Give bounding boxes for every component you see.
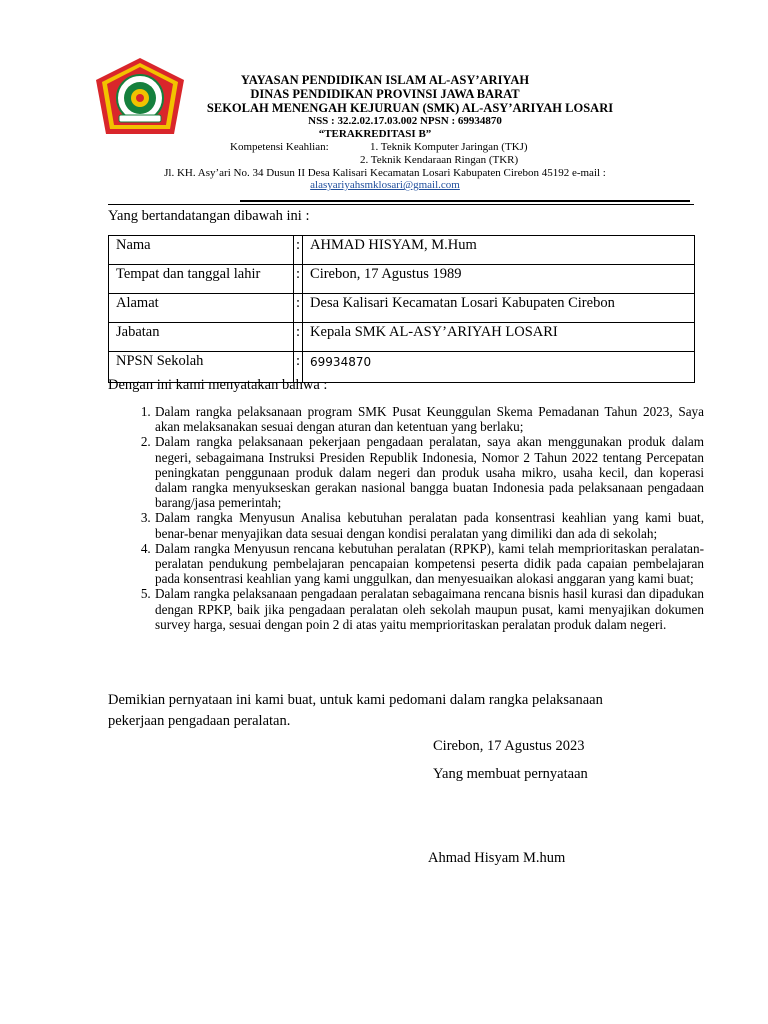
row-colon: : <box>294 294 303 323</box>
school-name: SEKOLAH MENENGAH KEJURUAN (SMK) AL-ASY’ARIYAH LOSARI <box>206 101 614 115</box>
row-colon: : <box>294 323 303 352</box>
header-rule <box>240 200 690 202</box>
agency-name: DINAS PENDIDIKAN PROVINSI JAWA BARAT <box>250 87 520 101</box>
row-value: AHMAD HISYAM, M.Hum <box>303 236 695 265</box>
email-link[interactable]: alasyariyahsmklosari@gmail.com <box>310 179 460 191</box>
row-label: Tempat dan tanggal lahir <box>109 265 294 294</box>
row-label: Alamat <box>109 294 294 323</box>
intro-text: Yang bertandatangan dibawah ini : <box>108 208 310 224</box>
statement-intro: Dengan ini kami menyatakan bahwa : <box>108 377 328 393</box>
nss-npsn: NSS : 32.2.02.17.03.002 NPSN : 69934870 <box>308 115 502 127</box>
table-row <box>109 294 695 323</box>
row-value: Cirebon, 17 Agustus 1989 <box>303 265 695 294</box>
school-address <box>140 167 630 191</box>
row-colon: : <box>294 236 303 265</box>
row-value: Desa Kalisari Kecamatan Losari Kabupaten Cirebon <box>303 294 695 323</box>
header-rule-thin <box>108 204 694 205</box>
identity-table <box>108 235 695 383</box>
closing-paragraph: Demikian pernyataan ini kami buat, untuk kami pedomani dalam rangka pelaksanaan pekerjaan pengadaan peralatan. <box>108 692 603 729</box>
competency-2: 2. Teknik Kendaraan Ringan (TKR) <box>360 154 519 166</box>
row-label: Nama <box>109 236 294 265</box>
accreditation: “TERAKREDITASI B” <box>318 128 432 140</box>
row-label: NPSN Sekolah <box>109 352 294 383</box>
table-row <box>109 236 695 265</box>
list-item: 2. Dalam rangka pelaksanaan pekerjaan pengadaan peralatan, saya akan menggunakan produk dalam negeri, sebagaimana Instruksi Presiden Republik Indonesia, Nomor 2 Tahun 2022 tentang Percepatan peningkatan penggunaan produk dalam negeri dan produk usaha mikro, usaha kecil, dan koperasi dalam rangka menyukseskan gerakan nasional bangga buatan Indonesia pada pelaksanaan pengadaan barang/jasa pemerintah; <box>154 434 704 510</box>
row-colon: : <box>294 352 303 383</box>
signature-maker: Yang membuat pernyataan <box>433 766 588 782</box>
list-item: 4. Dalam rangka Menyusun rencana kebutuhan peralatan (RPKP), kami telah memprioritaskan peralatan-peralatan pendukung pembelajaran pencapaian kompetensi peserta didik pada capaian pembelajaran pada konsentrasi keahlian yang kami unggulkan, dan menyesuaikan alokasi anggaran yang kami buat; <box>154 541 704 587</box>
table-row <box>109 265 695 294</box>
statement-list <box>108 404 704 632</box>
signature-place-date: Cirebon, 17 Agustus 2023 <box>433 738 585 754</box>
competency-1: 1. Teknik Komputer Jaringan (TKJ) <box>370 141 528 153</box>
signer-name: Ahmad Hisyam M.hum <box>428 850 566 866</box>
row-value: 69934870 <box>303 352 695 383</box>
address-text: Jl. KH. Asy’ari No. 34 Dusun II Desa Kalisari Kecamatan Losari Kabupaten Cirebon 45192 e-mail : <box>164 167 606 179</box>
list-item: 5. Dalam rangka pelaksanaan pengadaan peralatan sebagaimana rencana bisnis hasil kurasi dan dipadukan dengan RPKP, baik jika pengadaan peralatan oleh sekolah maupun pusat, kami menyajikan dokumen survey harga, sesuai dengan poin 2 di atas yaitu memprioritaskan peralatan produk dalam negeri. <box>154 586 704 632</box>
list-item: 3. Dalam rangka Menyusun Analisa kebutuhan peralatan pada konsentrasi keahlian yang kami buat, benar-benar menyajikan data sesuai dengan kondisi peralatan yang dimiliki dan ada di sekolah; <box>154 510 704 540</box>
table-row <box>109 323 695 352</box>
competency-label: Kompetensi Keahlian: <box>230 141 329 153</box>
list-item: 1. Dalam rangka pelaksanaan program SMK Pusat Keunggulan Skema Pemadanan Tahun 2023, Saya akan melaksanakan sesuai dengan aturan dan ketentuan yang berlaku; <box>154 404 704 434</box>
foundation-name: YAYASAN PENDIDIKAN ISLAM AL-ASY’ARIYAH <box>240 73 530 87</box>
row-label: Jabatan <box>109 323 294 352</box>
row-value: Kepala SMK AL-ASY’ARIYAH LOSARI <box>303 323 695 352</box>
row-colon: : <box>294 265 303 294</box>
